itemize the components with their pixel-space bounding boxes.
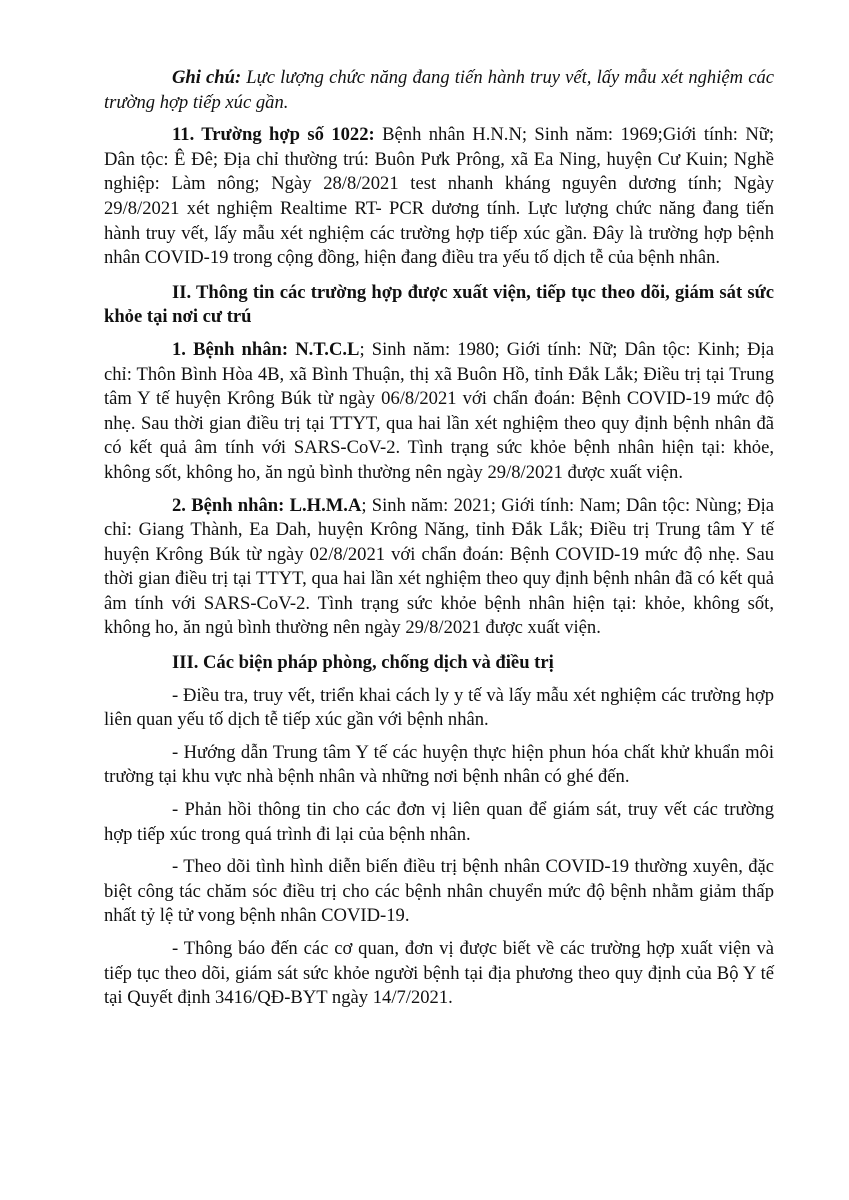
note-text: Lực lượng chức năng đang tiến hành truy vết, lấy mẫu xét nghiệm các trường hợp tiếp xúc gần. — [104, 67, 774, 113]
patient-1-label: 1. Bệnh nhân: N.T.C.L — [172, 338, 360, 360]
section-2-heading: II. Thông tin các trường hợp được xuất viện, tiếp tục theo dõi, giám sát sức khỏe tại nơi cư trú — [104, 281, 774, 328]
case-11-text: Bệnh nhân H.N.N; Sinh năm: 1969;Giới tính: Nữ; Dân tộc: Ê Đê; Địa chỉ thường trú: Buôn Pưk Prông, xã Ea Ning, huyện Cư Kuin; Nghề nghiệp: Làm nông; Ngày 28/8/2021 test nhanh kháng nguyên dương tính; Ngày 29/8/2021 xét nghiệm Realtime RT- PCR dương tính. Lực lượng chức năng đang tiến hành truy vết, lấy mẫu xét nghiệm các trường hợp tiếp xúc gần. Đây là trường hợp bệnh nhân COVID-19 trong cộng đồng, hiện đang điều tra yếu tố dịch tễ của bệnh nhân. — [104, 124, 774, 269]
document-page — [104, 66, 774, 1019]
patient-1-text: ; Sinh năm: 1980; Giới tính: Nữ; Dân tộc: Kinh; Địa chỉ: Thôn Bình Hòa 4B, xã Bình Thuận, thị xã Buôn Hồ, tỉnh Đắk Lắk; Điều trị tại Trung tâm Y tế huyện Krông Búk từ ngày 06/8/2021 với chẩn đoán: Bệnh COVID-19 mức độ nhẹ. Sau thời gian điều trị tại TTYT, qua hai lần xét nghiệm theo quy định bệnh nhân đã có kết quả âm tính với SARS-CoV-2. Tình trạng sức khỏe bệnh nhân hiện tại: khỏe, không sốt, không ho, ăn ngủ bình thường nên ngày 29/8/2021 được xuất viện. — [104, 338, 775, 483]
measure-item: - Điều tra, truy vết, triển khai cách ly y tế và lấy mẫu xét nghiệm các trường hợp liên quan yếu tố dịch tễ tiếp xúc gần với bệnh nhân. — [104, 684, 774, 731]
patient-2-paragraph — [104, 494, 774, 642]
section-3-heading: III. Các biện pháp phòng, chống dịch và điều trị — [172, 652, 554, 674]
case-11-paragraph — [104, 123, 774, 271]
measure-item: - Thông báo đến các cơ quan, đơn vị được biết về các trường hợp xuất viện và tiếp tục theo dõi, giám sát sức khỏe người bệnh tại địa phương theo quy định của Bộ Y tế tại Quyết định 3416/QĐ-BYT ngày 14/7/2021. — [104, 938, 774, 1009]
measure-item: - Theo dõi tình hình diễn biến điều trị bệnh nhân COVID-19 thường xuyên, đặc biệt công tác chăm sóc điều trị cho các bệnh nhân chuyển mức độ bệnh nhằm giảm thấp nhất tỷ lệ tử vong bệnh nhân COVID-19. — [104, 856, 774, 927]
measure-item: - Hướng dẫn Trung tâm Y tế các huyện thực hiện phun hóa chất khử khuẩn môi trường tại khu vực nhà bệnh nhân và những nơi bệnh nhân có ghé đến. — [104, 741, 774, 788]
note-paragraph — [104, 66, 774, 115]
patient-2-text: ; Sinh năm: 2021; Giới tính: Nam; Dân tộc: Nùng; Địa chỉ: Giang Thành, Ea Dah, huyện Krông Năng, tỉnh Đắk Lắk; Điều trị Trung tâm Y tế huyện Krông Búk từ ngày 02/8/2021 với chẩn đoán: Bệnh COVID-19 mức độ nhẹ. Sau thời gian điều trị tại TTYT, qua hai lần xét nghiệm theo quy định bệnh nhân đã có kết quả âm tính với SARS-CoV-2. Tình trạng sức khỏe bệnh nhân hiện tại: khỏe, không sốt, không ho, ăn ngủ bình thường nên ngày 29/8/2021 được xuất viện. — [104, 494, 774, 639]
note-label: Ghi chú: — [172, 67, 242, 88]
patient-2-label: 2. Bệnh nhân: L.H.M.A — [172, 494, 362, 516]
patient-1-paragraph — [104, 338, 774, 486]
case-11-label: 11. Trường hợp số 1022: — [172, 124, 375, 146]
measure-item: - Phản hồi thông tin cho các đơn vị liên quan để giám sát, truy vết các trường hợp tiếp xúc trong quá trình đi lại của bệnh nhân. — [104, 799, 774, 845]
